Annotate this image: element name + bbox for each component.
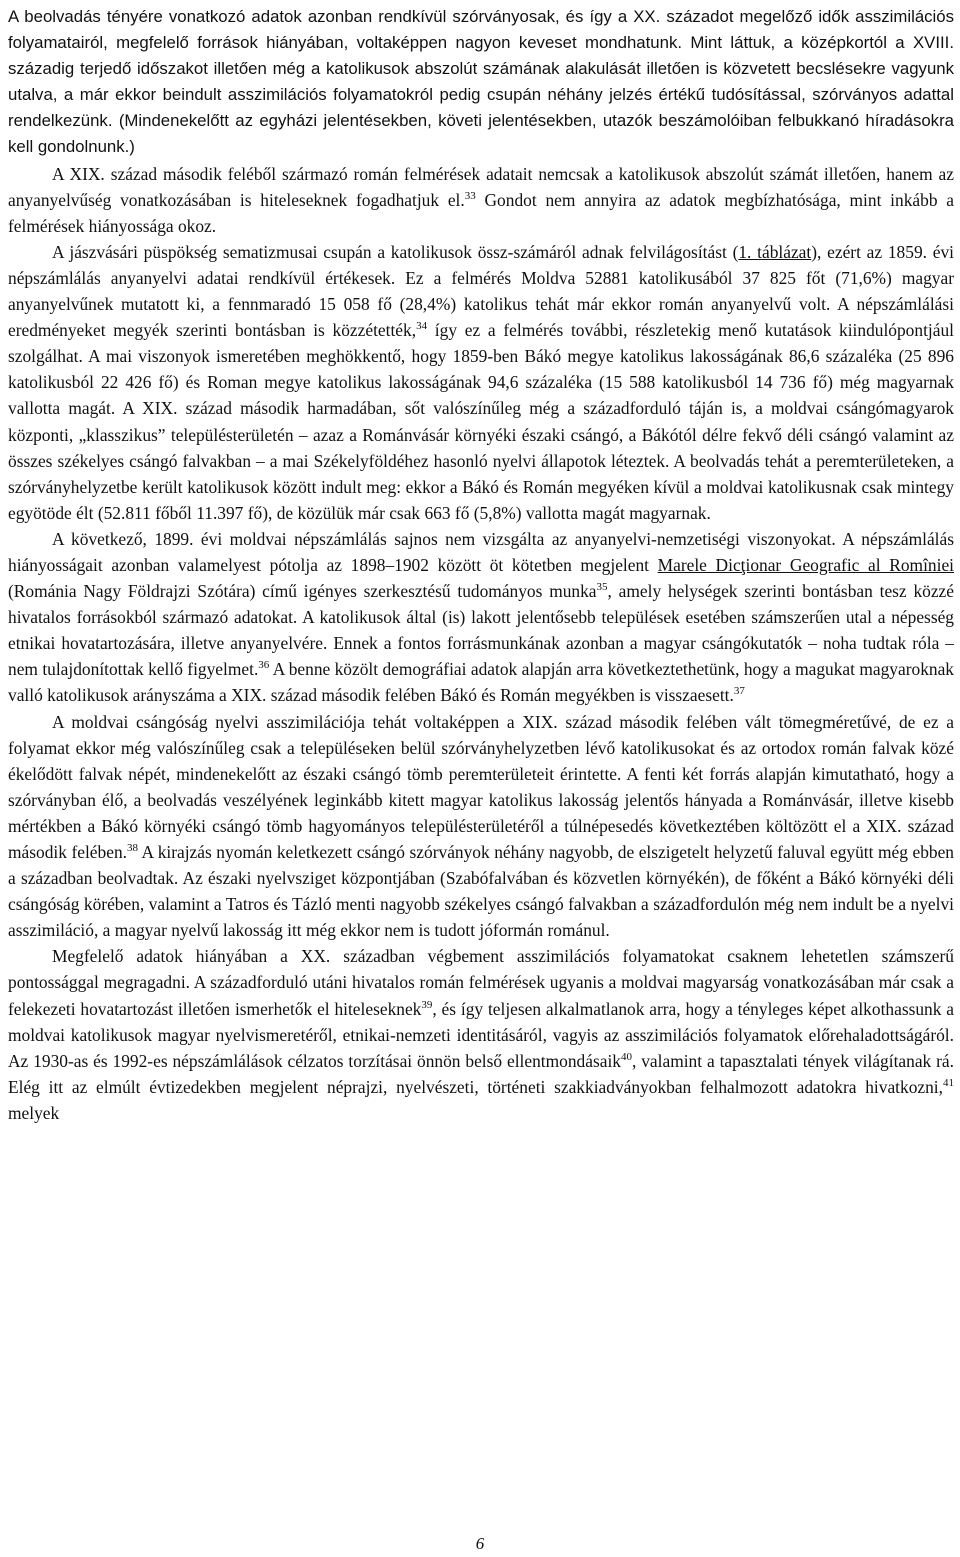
paragraph-5-part-a: A moldvai csángóság nyelvi asszimilációja tehát voltaképpen a XIX. század második felében vált tömegméretűvé, de ez a folyamat ekkor még valószínűleg csak a településeken belül szórványhelyzetben lévő katolikusokat és az ortodox román falvak közé ékelődött falvak népét, mindenekelőtt az északi csángó tömb peremterületeit érintette. A fenti két forrás alapján kimutatható, hogy a szórványban élő, a beolvadás veszélyének leginkább kitett magyar katolikus lakosság jelentős hányada a Románvásár, illetve kisebb mértékben a Bákó környéki csángó tömb hagyományos településterületéről a túlnépesedés következtében költözött el a XIX. század második felében. [8,711,954,862]
paragraph-6-part-d: melyek [8,1102,60,1123]
paragraph-1-part-b: századig terjedő időszakot illetően még a katolikusok abszolút számának alakulását illetően is közvetett becslésekre vagyunk utalva, a már ekkor beindult asszimilációs folyamatokról pedig csupán néhány jelzés értékű tudósítással, szórványos adattal rendelkezünk. (Mindenekelőtt az egyházi jelentésekben, követi jelentésekben, utazók beszámolóiban felbukkanó híradásokra kell gondolnunk.) [8,59,954,157]
paragraph-3-part-b: ), ezért az 1859. évi népszámlálás anyanyelvi adatai rendkívül értékesek. Ez a felmérés Moldva 52881 katolikusából 37 825 főt (71,6%) magyar anyanyelvűnek mutatott ki, a fennmaradó 15 058 fő (28,4%) katolikus tehát már ekkor román anyanyelvű volt. A népszámlálási eredményeket megyék szerinti bontásban is közzétették, [8,241,954,341]
paragraph-2-part-b: század második feléből származó román felmérések adatait nemcsak a katolikusok abszolút számát illetően, hanem az anyanyelvűség vonatkozásában is hiteleseknek fogadhatjuk el. [8,163,954,210]
paragraph-3-part-a: A jászvásári püspökség sematizmusai csupán a katolikusok össz-számáról adnak felvilágosítást ( [52,241,739,262]
paragraph-1-part-a: A beolvadás tényére vonatkozó adatok azonban rendkívül szórványosak, és így a XX. századot megelőző idők asszimilációs folyamatairól, megfelelő források hiányában, voltaképpen nagyon keveset mondhatunk. Mint láttuk, a középkortól a XVIII. [8,7,954,53]
page-number: 6 [475,1534,485,1553]
paragraph-4 [8,526,954,709]
paragraph-3 [8,239,954,526]
footnote-ref-33[interactable]: 33 [464,189,476,202]
table-1-link[interactable]: 1. táblázat [738,241,812,262]
paragraph-2-part-c: Gondot nem annyira az adatok megbízhatósága, mint inkább a felmérések hiányossága okoz. [8,189,954,236]
paragraph-2-part-a: A XIX. [52,163,105,184]
paragraph-4-part-a: A következő, 1899. évi moldvai népszámlálás sajnos nem vizsgálta az anyanyelvi-nemzetiségi viszonyokat. A népszámlálás hiányosságait azonban valamelyest pótolja az 1898–1902 között öt kötetben megjelent [8,528,954,575]
paragraph-5-part-b: A kirajzás nyomán keletkezett csángó szórványok néhány nagyobb, de elszigetelt helyzetű faluval együtt még ebben a században beolvadtak. Az északi nyelvsziget központjában (Szabófalvában és közvetlen környékén), de főként a Bákó környéki déli csángóság körében, valamint a Tatros és Tázló menti nagyobb székelyes csángó falvakban a századfordulón még nem indult be a nyelvi asszimiláció, a magyar nyelvű lakosság itt még ekkor nem is tudott jóformán románul. [8,842,954,941]
paragraph-6 [8,943,954,1126]
paragraph-3-part-c: így ez a felmérés további, részletekig menő kutatások kiindulópontjául szolgálhat. A mai viszonyok ismeretében meghökkentő, hogy 1859-ben Bákó megye katolikus lakosságának 86,6 százaléka (25 896 katolikusból 22 426 fő) és Roman megye katolikus lakosságának 94,6 százaléka (15 588 katolikusból 14 736 fő) még magyarnak vallotta magát. A XIX. század második harmadában, sőt valószínűleg még a századforduló táján is, a moldvai csángómagyarok központi, „klasszikus” településterületén – azaz a Románvásár környéki északi csángó, a Bákótól délre fekvő déli csángó valamint az összes székelyes csángó falvakban – a mai Székelyföldéhez hasonló nyelvi állapotok léteztek. A beolvadás tehát a peremterületeken, a szórványhelyzetbe került katolikusok között indult meg: ekkor a Bákó és Román megyéken kívül a moldvai katolikusnak csak mintegy egyötöde élt (52.811 főből 11.397 fő), de közülük már csak 663 fő (5,8%) vallotta magát magyarnak. [8,320,954,523]
footnote-ref-35[interactable]: 35 [596,581,608,594]
paragraph-2 [8,161,954,239]
footnote-ref-36[interactable]: 36 [258,659,270,672]
footnote-ref-40[interactable]: 40 [620,1050,632,1063]
paragraph-4-part-d: A benne közölt demográfiai adatok alapján arra következtethetünk, hogy a magukat magyaroknak valló katolikusok arányszáma a XIX. század második felében Bákó és Román megyékben is visszaesett. [8,659,954,706]
paragraph-4-part-b: (Románia Nagy Földrajzi Szótára) című igényes szerkesztésű tudományos munka [8,581,597,602]
footnote-ref-41[interactable]: 41 [943,1077,954,1090]
footnote-ref-38[interactable]: 38 [126,842,138,855]
paragraph-6-part-c: , valamint a tapasztalati tények világítanak rá. Elég itt az elmúlt évtizedekben megjelent néprajzi, nyelvészeti, történeti szakkiadványokban felhalmozott adatokra hivatkozni, [8,1050,954,1097]
footnote-ref-39[interactable]: 39 [421,998,433,1011]
paragraph-6-part-b: , és így teljesen alkalmatlanok arra, hogy a tényleges képet alkothassunk a moldvai katolikusok magyar nyelvismeretéről, etnikai-nemzeti identitásáról, vagyis az asszimilációs folyamatok előrehaladottságáról. Az 1930-as és 1992-es népszámlálások célzatos torzításai önnön belső ellentmondásaik [8,998,955,1071]
paragraph-6-part-a: Megfelelő adatok hiányában a XX. században végbement asszimilációs folyamatokat csaknem lehetetlen számszerű pontossággal megragadni. A századforduló utáni hivatalos román felmérések ugyanis a moldvai magyarság vonatkozásában már csak a felekezeti hovatartozást illetően ismerhetők el hiteleseknek [8,946,954,1019]
paragraph-5 [8,709,954,944]
footnote-ref-37[interactable]: 37 [733,685,745,698]
paragraph-1 [8,4,954,161]
paragraph-4-part-c: , amely helységek szerinti bontásban tesz közzé hivatalos forrásokból származó adatokat. A katolikusok által (is) lakott jelentősebb települések esetében számszerűen utal a népesség etnikai hovatartozására, illetve anyanyelvére. Ennek a fontos forrásmunkának azonban a magyar csángókutatók – noha tudtak róla – nem tulajdonítottak kellő figyelmet. [8,581,954,680]
footnote-ref-34[interactable]: 34 [416,320,428,333]
book-title-link[interactable]: Marele Dicţionar Geografic al Romîniei [657,554,954,575]
